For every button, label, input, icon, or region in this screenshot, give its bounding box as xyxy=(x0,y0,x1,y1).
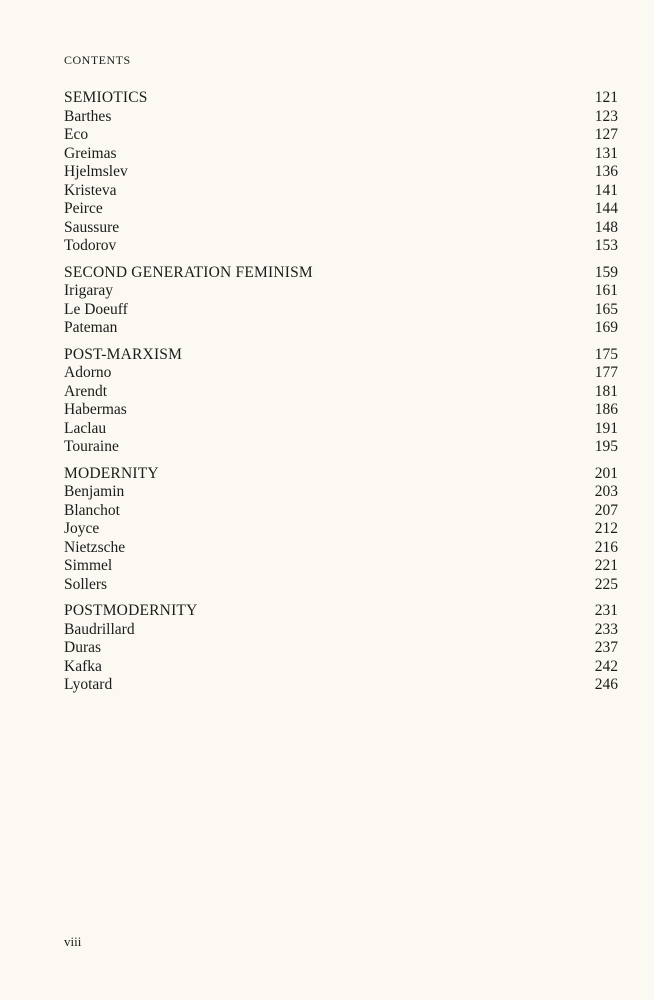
toc-section xyxy=(64,89,618,256)
toc-entry-page-number: 237 xyxy=(594,639,618,656)
section-heading-page-number: 231 xyxy=(594,602,618,619)
toc-entry-title: Joyce xyxy=(64,520,100,537)
toc-entry xyxy=(64,319,618,338)
toc-entry-page-number: 191 xyxy=(594,419,618,437)
toc-entry xyxy=(64,108,618,127)
section-heading-page-number: 175 xyxy=(594,345,618,363)
toc-entry-page-number: 246 xyxy=(594,676,618,693)
toc-entry-page-number: 123 xyxy=(594,107,618,125)
section-heading-page-number: 201 xyxy=(594,464,618,482)
toc-entry-title: Greimas xyxy=(64,144,117,162)
toc-entry xyxy=(64,401,618,420)
toc-entry xyxy=(64,483,618,502)
toc-entry-title: Lyotard xyxy=(64,676,113,693)
toc-section xyxy=(64,602,618,695)
section-heading-page-number: 121 xyxy=(594,89,618,106)
toc-entry-page-number: 161 xyxy=(594,282,618,299)
toc-entry-title: Simmel xyxy=(64,557,113,574)
toc-entry xyxy=(64,126,618,145)
toc-entry xyxy=(64,576,618,595)
section-heading-title: MODERNITY xyxy=(64,464,159,482)
section-heading xyxy=(64,465,618,484)
toc-entry-page-number: 221 xyxy=(594,557,618,574)
toc-entry xyxy=(64,145,618,164)
toc-entry-title: Saussure xyxy=(64,218,120,236)
toc-entry-page-number: 195 xyxy=(594,438,618,455)
toc-entry-title: Pateman xyxy=(64,319,118,336)
toc-entry-title: Hjelmslev xyxy=(64,163,128,180)
toc-entry-title: Irigaray xyxy=(64,282,114,299)
toc-entry-page-number: 136 xyxy=(594,163,618,180)
toc-entry-title: Habermas xyxy=(64,401,127,418)
toc-entry xyxy=(64,658,618,677)
toc-entry xyxy=(64,163,618,182)
toc-entry xyxy=(64,237,618,256)
toc-entry-title: Nietzsche xyxy=(64,538,126,556)
toc-entry xyxy=(64,557,618,576)
toc-section xyxy=(64,465,618,595)
toc-entry-page-number: 148 xyxy=(594,218,618,236)
toc-entry-page-number: 165 xyxy=(594,300,618,318)
section-heading-title: SEMIOTICS xyxy=(64,89,148,106)
toc-entry-page-number: 181 xyxy=(594,382,618,400)
section-heading xyxy=(64,89,618,108)
toc-entry-title: Baudrillard xyxy=(64,620,135,638)
toc-entry xyxy=(64,621,618,640)
section-heading-title: POSTMODERNITY xyxy=(64,602,198,619)
toc-entry xyxy=(64,219,618,238)
running-head: CONTENTS xyxy=(64,53,131,67)
toc-entry-page-number: 144 xyxy=(594,200,618,217)
toc-entry-title: Blanchot xyxy=(64,501,120,519)
toc-entry xyxy=(64,182,618,201)
toc-entry-title: Adorno xyxy=(64,364,112,381)
toc-entry xyxy=(64,438,618,457)
toc-entry xyxy=(64,420,618,439)
toc-entry-title: Duras xyxy=(64,639,102,656)
toc-entry-title: Arendt xyxy=(64,382,108,400)
section-heading xyxy=(64,602,618,621)
toc-entry-page-number: 216 xyxy=(594,538,618,556)
toc-entry-page-number: 207 xyxy=(594,501,618,519)
toc-entry xyxy=(64,364,618,383)
toc-entry-title: Benjamin xyxy=(64,483,125,500)
toc-entry-page-number: 203 xyxy=(594,483,618,500)
toc-entry xyxy=(64,639,618,658)
toc-entry-page-number: 233 xyxy=(594,620,618,638)
toc-section xyxy=(64,264,618,338)
toc-entry-title: Le Doeuff xyxy=(64,300,128,318)
section-heading-title: POST-MARXISM xyxy=(64,345,183,363)
section-heading-page-number: 159 xyxy=(594,263,618,281)
toc-entry-page-number: 127 xyxy=(594,126,618,143)
section-heading-title: SECOND GENERATION FEMINISM xyxy=(64,263,313,281)
toc-entry-page-number: 242 xyxy=(594,657,618,675)
table-of-contents xyxy=(64,89,618,703)
toc-entry xyxy=(64,301,618,320)
section-heading xyxy=(64,346,618,365)
toc-entry-page-number: 186 xyxy=(594,401,618,418)
toc-entry xyxy=(64,282,618,301)
toc-entry-page-number: 131 xyxy=(594,144,618,162)
toc-entry-title: Sollers xyxy=(64,575,108,593)
page-folio: viii xyxy=(64,934,82,949)
toc-entry-page-number: 141 xyxy=(594,181,618,199)
toc-entry xyxy=(64,676,618,695)
toc-entry-title: Barthes xyxy=(64,107,112,125)
toc-entry-title: Kafka xyxy=(64,657,102,675)
toc-entry-title: Eco xyxy=(64,126,89,143)
toc-entry xyxy=(64,383,618,402)
toc-entry xyxy=(64,520,618,539)
toc-entry-page-number: 169 xyxy=(594,319,618,336)
toc-entry xyxy=(64,502,618,521)
toc-entry-title: Laclau xyxy=(64,419,107,437)
toc-entry-title: Kristeva xyxy=(64,181,117,199)
toc-entry-page-number: 177 xyxy=(594,364,618,381)
toc-entry xyxy=(64,200,618,219)
toc-entry-title: Touraine xyxy=(64,438,119,455)
toc-entry-title: Todorov xyxy=(64,237,117,254)
toc-entry-page-number: 212 xyxy=(594,520,618,537)
toc-section xyxy=(64,346,618,457)
toc-entry-title: Peirce xyxy=(64,200,103,217)
toc-entry-page-number: 225 xyxy=(594,575,618,593)
toc-entry xyxy=(64,539,618,558)
section-heading xyxy=(64,264,618,283)
toc-entry-page-number: 153 xyxy=(594,237,618,254)
